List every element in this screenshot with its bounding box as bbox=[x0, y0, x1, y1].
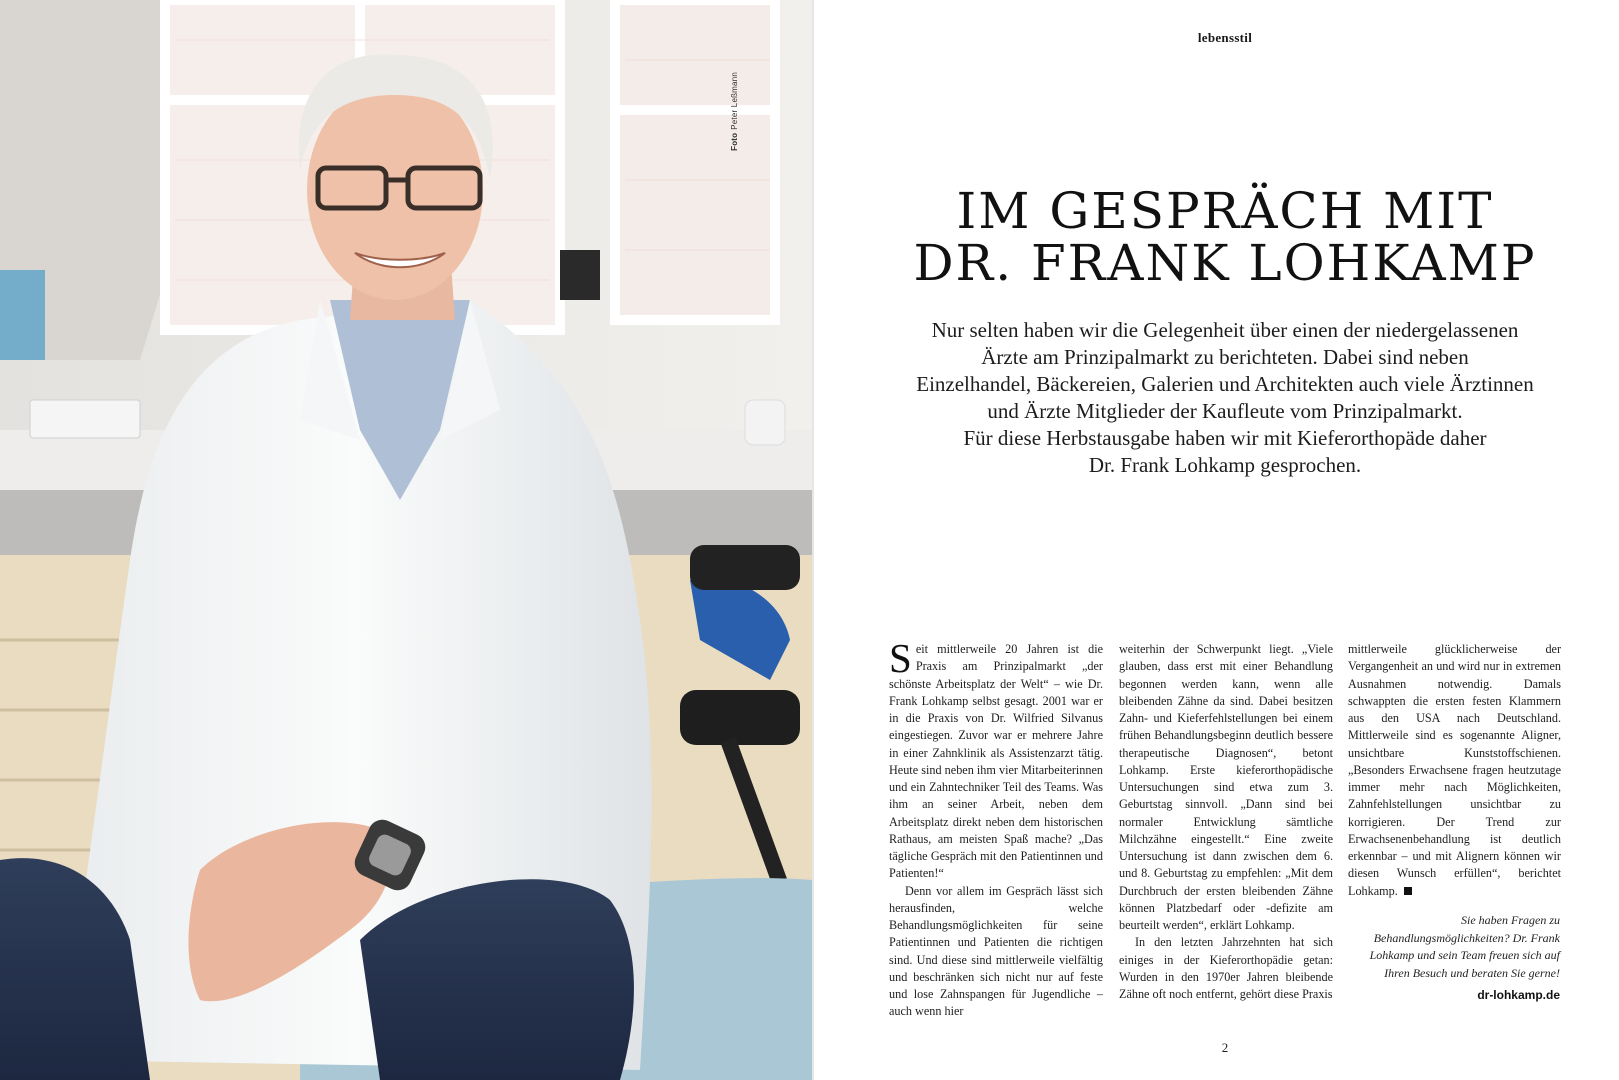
end-mark-icon bbox=[1404, 887, 1412, 895]
intro-line: Nur selten haben wir die Gelegenheit über einen der niedergelassenen bbox=[931, 318, 1519, 342]
article-column-3 bbox=[1348, 641, 1561, 900]
article-intro bbox=[880, 317, 1570, 479]
website-link[interactable]: dr-lohkamp.de bbox=[1477, 988, 1560, 1002]
article-column-2 bbox=[1119, 641, 1333, 1003]
paragraph: In den letzten Jahrzehnten hat sich einiges in der Kieferorthopädie getan: Wurden in den 1970er Jahren bleibende Zähne oft noch entfernt, gehört diese Praxis bbox=[1119, 935, 1333, 1001]
headline-line-1: IM GESPRÄCH MIT bbox=[956, 182, 1494, 240]
paragraph: Denn vor allem im Gespräch lässt sich herausfinden, welche Behandlungsmöglichkeiten für seine Patientinnen und Patienten die richtigen sind. Und diese sind mittlerweile vielfältig und beschränken sich nicht nur auf feste und lose Zahnspangen für Jugendliche – auch wenn hier bbox=[889, 883, 1103, 1019]
contact-note: Sie haben Fragen zu Behandlungsmöglichkeiten? Dr. Frank Lohkamp und sein Team freuen sich auf Ihren Besuch und beraten Sie gerne! bbox=[1369, 913, 1560, 980]
article-headline bbox=[880, 182, 1570, 292]
intro-line: Dr. Frank Lohkamp gesprochen. bbox=[1088, 453, 1362, 477]
page-number: 2 bbox=[1221, 1040, 1229, 1055]
paragraph bbox=[889, 635, 1103, 883]
paragraph-text: mittlerweile glücklicherweise der Vergangenheit an und wird nur in extremen Ausnahmen notwendig. Damals schwappten die ersten festen Klammern aus den USA nach Deutschland. Mittlerweile sind es sogenannte Aligner, unsichtbare Kunststoffschienen. „Besonders Erwachsene fragen heutzutage immer mehr nach Möglichkeiten, Zahnfehlstellungen unsichtbar zu korrigieren. Der Trend zur Erwachsenenbehandlung ist deutlich erkennbar – und mit Alignern können wir diesen Wunsch erfüllen“, berichtet Lohkamp. bbox=[1348, 642, 1561, 898]
article-column-1 bbox=[889, 635, 1103, 1021]
headline-line-2: DR. FRANK LOHKAMP bbox=[913, 234, 1537, 292]
drop-cap: S bbox=[889, 635, 912, 681]
paragraph: weiterhin der Schwerpunkt liegt. „Viele glauben, dass erst mit einer Behandlung begonnen werden kann, wenn alle bleibenden Zähne da sind. Dabei besitzen Zahn- und Kieferfehlstellungen bei einem frühen Behandlungsbeginn deutlich bessere therapeutische Diagnosen“, betont Lohkamp. Erste kieferorthopädische Untersuchungen sind etwa zum 3. Geburtstag sinnvoll. „Dann sind bei normaler Entwicklung sämtliche Milchzähne eingestellt.“ Eine zweite Untersuchung ist dann zwischen dem 6. und 8. Geburtstag zu empfehlen: „Mit dem Durchbruch der ersten bleibenden Zähne können Platzbedarf oder -defizite am beurteilt werden“, erklärt Lohkamp. bbox=[1119, 642, 1333, 932]
paragraph bbox=[1348, 641, 1561, 900]
paragraph-text: eit mittlerweile 20 Jahren ist die Praxis am Prinzipalmarkt „der schönste Arbeitsplatz der Welt“ – wie Dr. Frank Lohkamp selbst gesagt. 2001 war er in die Praxis von Dr. Wilfried Silvanus eingestiegen. Zuvor war er mehrere Jahre in einer Zahnklinik als Assistenzarzt tätig. Heute sind neben ihm vier Mitarbeiterinnen und ein Zahntechniker Teil des Teams. Was ihm an seiner Arbeit, neben dem Arbeitsplatz direkt neben dem historischen Rathaus, am meisten Spaß mache? „Das tägliche Gespräch mit den Patientinnen und Patienten!“ bbox=[889, 642, 1103, 881]
intro-line: und Ärzte Mitglieder der Kaufleute vom Prinzipalmarkt. bbox=[987, 399, 1463, 423]
page-gutter bbox=[812, 0, 814, 1080]
intro-line: Einzelhandel, Bäckereien, Galerien und Architekten auch viele Ärztinnen bbox=[916, 372, 1534, 396]
section-label: lebensstil bbox=[1197, 30, 1253, 45]
photo-credit: FotoPeter Leßmann bbox=[730, 72, 739, 151]
intro-line: Für diese Herbstausgabe haben wir mit Kieferorthopäde daher bbox=[963, 426, 1487, 450]
intro-line: Ärzte am Prinzipalmarkt zu berichteten. Dabei sind neben bbox=[981, 345, 1469, 369]
